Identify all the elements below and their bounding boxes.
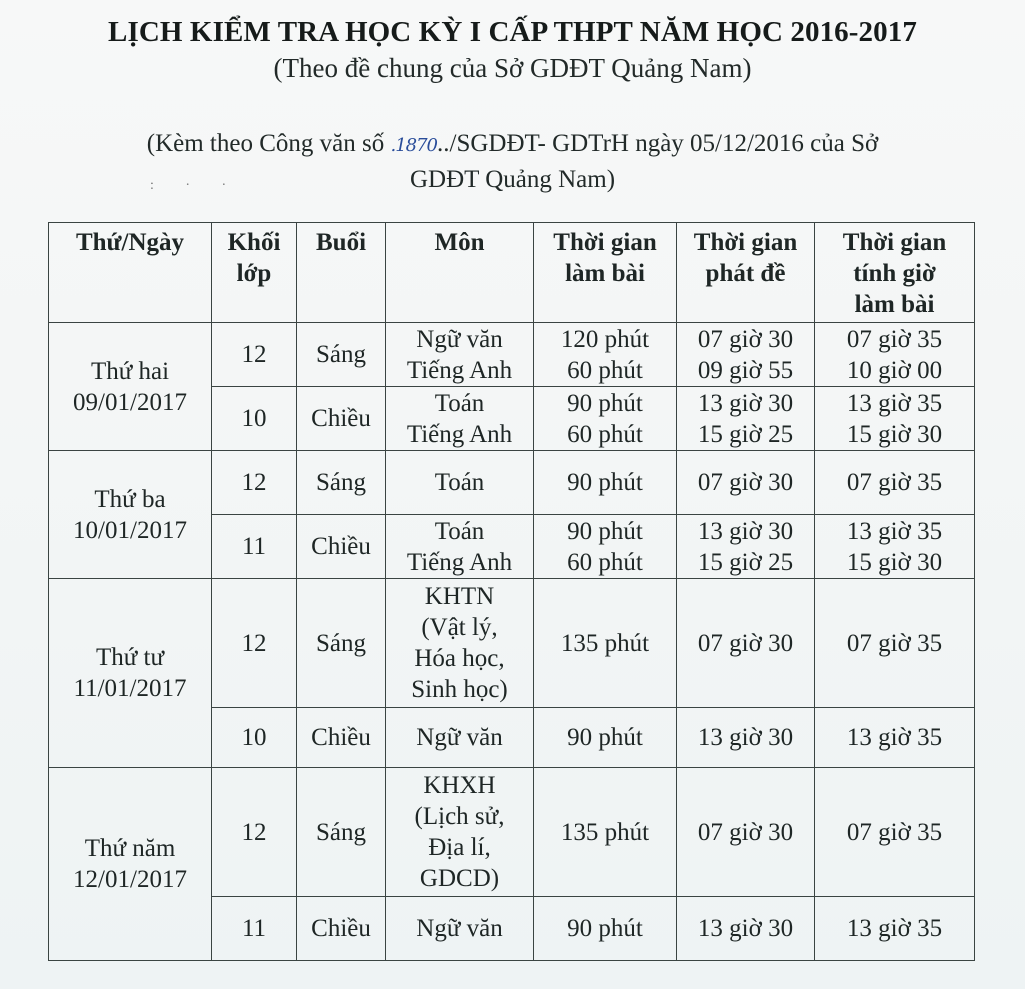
table-row — [49, 451, 975, 515]
distribution-cell: 07 giờ 30 — [677, 579, 815, 708]
subject-cell: Ngữ văn Tiếng Anh — [386, 323, 534, 387]
session-cell: Chiều — [297, 387, 386, 451]
day-cell: Thứ năm 12/01/2017 — [49, 768, 212, 961]
exam-schedule-table — [48, 222, 975, 961]
day-cell: Thứ ba 10/01/2017 — [49, 451, 212, 579]
header-subject: Môn — [386, 223, 534, 323]
start-cell: 13 giờ 35 15 giờ 30 — [815, 515, 975, 579]
duration-cell: 90 phút — [534, 451, 677, 515]
start-cell: 07 giờ 35 — [815, 451, 975, 515]
duration-cell: 90 phút — [534, 708, 677, 768]
duration-cell: 90 phút 60 phút — [534, 387, 677, 451]
distribution-cell: 13 giờ 30 — [677, 897, 815, 961]
session-cell: Sáng — [297, 451, 386, 515]
start-cell: 13 giờ 35 — [815, 897, 975, 961]
start-cell: 07 giờ 35 10 giờ 00 — [815, 323, 975, 387]
duration-cell: 120 phút 60 phút — [534, 323, 677, 387]
header-row — [49, 223, 975, 323]
subject-cell: Toán — [386, 451, 534, 515]
header-distribution-time: Thời gian phát đề — [677, 223, 815, 323]
distribution-cell: 13 giờ 30 — [677, 708, 815, 768]
subject-cell: Ngữ văn — [386, 897, 534, 961]
grade-cell: 10 — [212, 387, 297, 451]
session-cell: Chiều — [297, 897, 386, 961]
document-title: LỊCH KIỂM TRA HỌC KỲ I CẤP THPT NĂM HỌC 2016-2017 — [108, 16, 917, 48]
table-row — [49, 579, 975, 708]
grade-cell: 12 — [212, 579, 297, 708]
subject-cell: KHXH (Lịch sử, Địa lí, GDCD) — [386, 768, 534, 897]
start-cell: 07 giờ 35 — [815, 579, 975, 708]
header-day: Thứ/Ngày — [49, 223, 212, 323]
header-grade: Khối lớp — [212, 223, 297, 323]
day-cell: Thứ hai 09/01/2017 — [49, 323, 212, 451]
subject-cell: Toán Tiếng Anh — [386, 387, 534, 451]
scan-specks: : · · — [150, 178, 241, 193]
duration-cell: 135 phút — [534, 579, 677, 708]
distribution-cell: 13 giờ 30 15 giờ 25 — [677, 387, 815, 451]
document-subtitle: (Theo đề chung của Sở GDĐT Quảng Nam) — [273, 53, 752, 83]
duration-cell: 90 phút — [534, 897, 677, 961]
annotation-prefix: (Kèm theo Công văn số — [146, 130, 391, 157]
session-cell: Sáng — [297, 323, 386, 387]
subject-cell: KHTN (Vật lý, Hóa học, Sinh học) — [386, 579, 534, 708]
grade-cell: 10 — [212, 708, 297, 768]
header-duration: Thời gian làm bài — [534, 223, 677, 323]
distribution-cell: 07 giờ 30 09 giờ 55 — [677, 323, 815, 387]
grade-cell: 12 — [212, 323, 297, 387]
grade-cell: 12 — [212, 768, 297, 897]
day-cell: Thứ tư 11/01/2017 — [49, 579, 212, 768]
table-row — [49, 323, 975, 387]
session-cell: Chiều — [297, 708, 386, 768]
start-cell: 13 giờ 35 — [815, 708, 975, 768]
start-cell: 07 giờ 35 — [815, 768, 975, 897]
grade-cell: 11 — [212, 515, 297, 579]
start-cell: 13 giờ 35 15 giờ 30 — [815, 387, 975, 451]
duration-cell: 90 phút 60 phút — [534, 515, 677, 579]
distribution-cell: 07 giờ 30 — [677, 451, 815, 515]
grade-cell: 12 — [212, 451, 297, 515]
session-cell: Sáng — [297, 768, 386, 897]
table-row — [49, 768, 975, 897]
handwritten-letter-number: .1870 — [390, 135, 437, 156]
session-cell: Sáng — [297, 579, 386, 708]
session-cell: Chiều — [297, 515, 386, 579]
grade-cell: 11 — [212, 897, 297, 961]
subject-cell: Ngữ văn — [386, 708, 534, 768]
header-session: Buổi — [297, 223, 386, 323]
distribution-cell: 13 giờ 30 15 giờ 25 — [677, 515, 815, 579]
header-start-time: Thời gian tính giờ làm bài — [815, 223, 975, 323]
annotation-suffix: ../SGDĐT- GDTrH ngày 05/12/2016 của Sở — [437, 130, 879, 157]
distribution-cell: 07 giờ 30 — [677, 768, 815, 897]
duration-cell: 135 phút — [534, 768, 677, 897]
subject-cell: Toán Tiếng Anh — [386, 515, 534, 579]
annotation-line2: GDĐT Quảng Nam) — [409, 166, 616, 193]
